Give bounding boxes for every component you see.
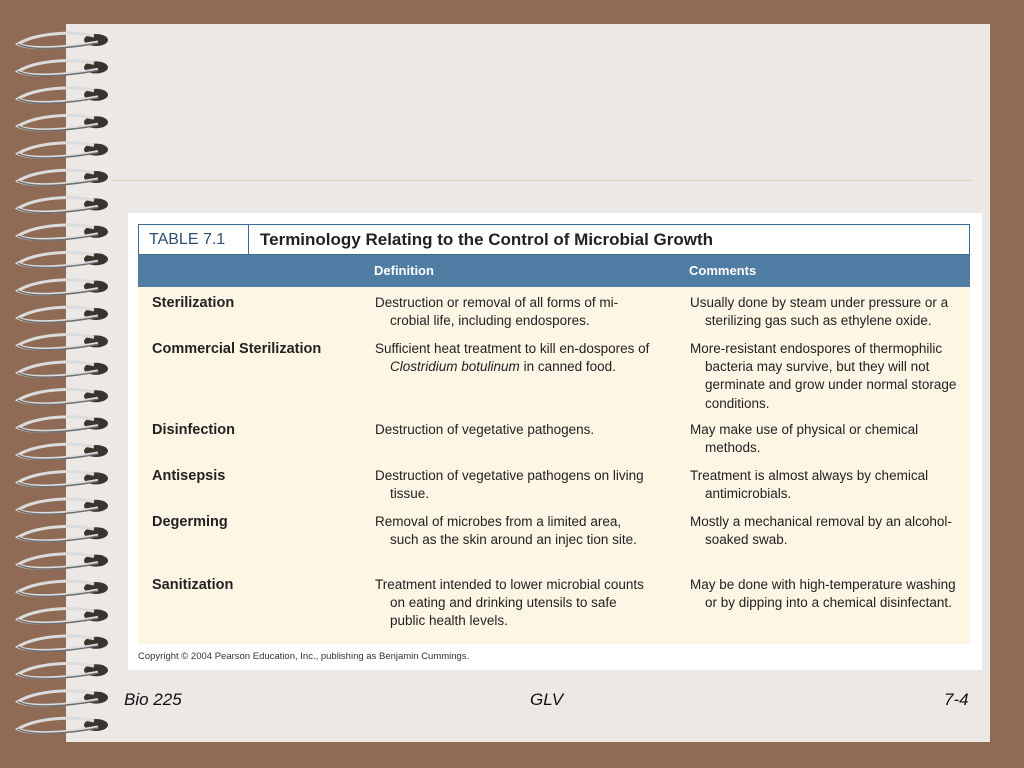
footer-page-number: 7-4 <box>944 690 969 709</box>
comments-cell: Mostly a mechanical removal by an alcohol-soaked swab. <box>690 514 952 548</box>
definition-text: Sufficient heat treatment to kill en-dospores of <box>375 341 650 356</box>
binding-ring <box>18 472 108 487</box>
binding-ring <box>18 280 108 295</box>
table-body <box>138 287 970 644</box>
binding-ring <box>18 33 108 48</box>
footer-author: GLV <box>530 690 564 709</box>
binding-ring <box>18 88 108 103</box>
binding-ring <box>18 691 108 706</box>
definition-cell <box>375 340 653 376</box>
definition-cell: Destruction of vegetative pathogens. <box>375 422 595 437</box>
binding-ring <box>18 499 108 514</box>
definition-cell: Destruction or removal of all forms of mi-crobial life, including endospores. <box>375 295 619 329</box>
binding-ring <box>18 335 108 350</box>
binding-ring <box>18 198 108 213</box>
table-caption <box>138 224 970 255</box>
spiral-binding <box>0 0 140 768</box>
title-divider <box>112 180 972 181</box>
binding-ring <box>18 252 108 267</box>
binding-ring <box>18 307 108 322</box>
binding-ring <box>18 554 108 569</box>
table-header <box>138 255 970 287</box>
binding-ring <box>18 389 108 404</box>
definition-cell: Removal of microbes from a limited area, such as the skin around an injec tion site. <box>375 514 637 548</box>
binding-ring <box>18 581 108 596</box>
comments-cell: Treatment is almost always by chemical antimicrobials. <box>690 468 929 502</box>
binding-ring <box>18 115 108 130</box>
header-definition: Definition <box>374 263 434 278</box>
copyright-notice: Copyright © 2004 Pearson Education, Inc., publishing as Benjamin Cummings. <box>138 651 470 662</box>
binding-ring <box>18 718 108 733</box>
binding-ring <box>18 609 108 624</box>
comments-cell: Usually done by steam under pressure or a sterilizing gas such as ethylene oxide. <box>690 295 949 329</box>
binding-ring <box>18 225 108 240</box>
binding-ring <box>18 170 108 185</box>
table-title: Terminology Relating to the Control of Microbial Growth <box>260 230 714 249</box>
term-cell: Disinfection <box>152 422 235 438</box>
term-cell: Sanitization <box>152 577 234 593</box>
term-cell: Commercial Sterilization <box>152 341 322 357</box>
term-cell: Degerming <box>152 514 228 530</box>
binding-ring <box>18 362 108 377</box>
table-label: TABLE 7.1 <box>139 225 249 254</box>
term-cell: Antisepsis <box>152 468 226 484</box>
binding-ring <box>18 61 108 76</box>
footer-course: Bio 225 <box>124 690 182 709</box>
term-cell: Sterilization <box>152 295 235 311</box>
definition-cell: Destruction of vegetative pathogens on living tissue. <box>375 468 644 502</box>
binding-ring <box>18 444 108 459</box>
comments-cell: More-resistant endospores of thermophilic bacteria may survive, but they will not germinate and grow under normal storage conditions. <box>690 341 957 411</box>
binding-ring <box>18 526 108 541</box>
binding-ring <box>18 417 108 432</box>
binding-ring <box>18 143 108 158</box>
binding-ring <box>18 663 108 678</box>
comments-cell: May be done with high-temperature washing or by dipping into a chemical disinfectant. <box>690 577 956 611</box>
definition-cell: Treatment intended to lower microbial counts on eating and drinking utensils to safe public health levels. <box>375 577 644 629</box>
table-figure <box>128 213 982 670</box>
binding-ring <box>18 636 108 651</box>
comments-cell: May make use of physical or chemical methods. <box>690 422 919 456</box>
header-comments: Comments <box>689 263 757 278</box>
definition-text: in canned food. <box>519 359 616 375</box>
definition-organism: Clostridium botulinum <box>390 359 520 375</box>
